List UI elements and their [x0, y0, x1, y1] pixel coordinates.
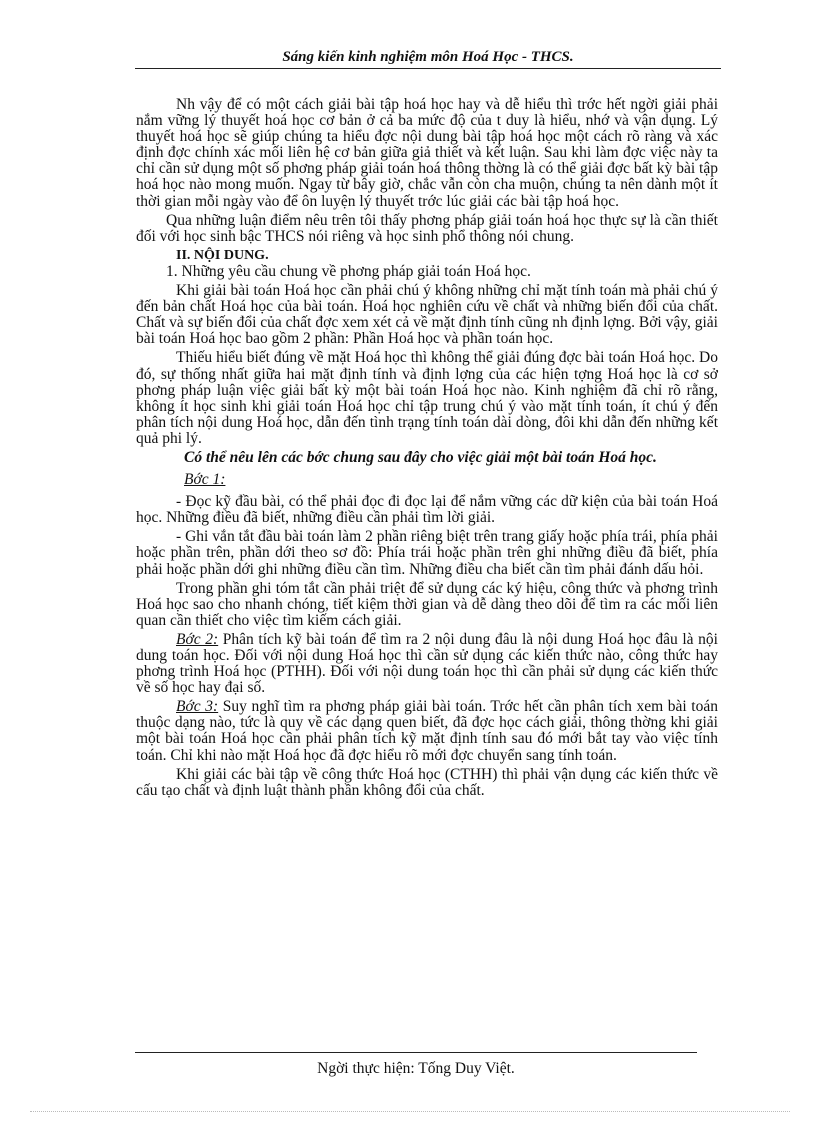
paragraph-step1-read: - Đọc kỹ đầu bài, có thể phải đọc đi đọc lại để nắm vững các dữ kiện của bài toán Hoá học. Những điều đã biết, những điều cần phải tìm lời giải. — [136, 493, 718, 527]
paragraph-step2 — [136, 632, 718, 696]
step-1-heading — [136, 472, 718, 488]
step-2-label: Bớc 2: — [176, 630, 219, 648]
page-footer — [135, 1060, 697, 1078]
paragraph-chemistry-nature: Khi giải bài toán Hoá học cần phải chú ý không những chỉ mặt tính toán mà phải chú ý đến bản chất Hoá học của bài toán. Hoá học nghiên cứu về chất và những biến đổi của chất. Chất và sự biến đổi của chất đợc xem xét cả về mặt định tính cũng nh định lợng. Bởi vậy, giải bài toán Hoá học bao gồm 2 phần: Phần Hoá học và phần toán học. — [136, 282, 718, 348]
steps-intro: Có thể nêu lên các bớc chung sau đây cho việc giải một bài toán Hoá học. — [184, 448, 657, 466]
page-edge-dots — [30, 1111, 790, 1112]
footer-divider — [135, 1052, 697, 1053]
step-2-text: Phân tích kỹ bài toán để tìm ra 2 nội dung đâu là nội dung Hoá học đâu là nội dung toán học. Đối với nội dung Hoá học thì cần sử dụng các kiến thức nào, công thức hay phơng trình Hoá học (PTHH). Đối với nội dung toán học thì cần phải sử dụng các kiến thức về số học hay đại số. — [136, 630, 718, 697]
header-title: Sáng kiến kinh nghiệm môn Hoá Học - THCS. — [282, 49, 574, 65]
page-header — [135, 48, 721, 69]
subsection-heading: 1. Những yêu cầu chung về phơng pháp giải toán Hoá học. — [166, 262, 531, 280]
paragraph-step1-summary: - Ghi vắn tắt đầu bài toán làm 2 phần riêng biệt trên trang giấy hoặc phía trái, phía phải hoặc phần trên, phần dới theo sơ đồ: Phía trái hoặc phần trên ghi những điều đã biết, phía phải hoặc phần dới ghi những điều cần tìm. Những điều cha biết cần tìm phải đánh dấu hỏi. — [136, 528, 718, 578]
paragraph-formula: Khi giải các bài tập về công thức Hoá học (CTHH) thì phải vận dụng các kiến thức về cấu tạo chất và định luật thành phần không đổi của chất. — [136, 765, 718, 799]
paragraph-step3 — [136, 699, 718, 763]
step-1-label: Bớc 1: — [184, 471, 226, 489]
step-3-text: Suy nghĩ tìm ra phơng pháp giải bài toán. Trớc hết cần phân tích xem bài toán thuộc dạng nào, tức là quy về các dạng quen biết, đã đợc học cách giải, thông thờng khi giải một bài toán Hoá học cần phải phân tích kỹ mặt định tính sau đó mới bắt tay vào việc tính toán. Chỉ khi nào mặt Hoá học đã đợc hiểu rõ mới đợc chuyển sang tính toán. — [136, 698, 718, 764]
paragraph-qualitative-quantitative: Thiếu hiểu biết đúng về mặt Hoá học thì không thể giải đúng đợc bài toán Hoá học. Do đó, sự thống nhất giữa hai mặt định tính và định lợng của các hiện tợng Hoá học là cơ sở phơng pháp luận việc giải bất kỳ một bài toán Hoá học nào. Kinh nghiệm đã chỉ rõ rằng, không ít học sinh khi giải toán Hoá học chỉ tập trung chú ý vào mặt tính toán, ít chú ý đến phân tích nội dung Hoá học, dẫn đến tình trạng tính toán dài dòng, đôi khi dẫn đến những kết quả phi lý. — [136, 349, 718, 447]
paragraph-notation: Trong phần ghi tóm tắt cần phải triệt để sử dụng các ký hiệu, công thức và phơng trình Hoá học sao cho nhanh chóng, tiết kiệm thời gian và dễ dàng theo dõi để tìm ra các mối liên quan cần thiết cho việc tìm kiếm cách giải. — [136, 579, 718, 629]
paragraph-intro: Nh vậy để có một cách giải bài tập hoá học hay và dễ hiểu thì trớc hết ngời giải phải nắm vững lý thuyết hoá học cơ bản ở cả ba mức độ của t duy là hiểu, nhớ và vận dụng. Lý thuyết hoá học sẽ giúp chúng ta hiểu đợc nội dung bài tập hoá học một cách rõ ràng và xác định đợc chính xác mối liên hệ cơ bản giữa giả thiết và kết luận. Sau khi làm đợc việc này ta chỉ cần sử dụng một số phơng pháp giải toán hoá thông thờng là có thể giải đợc bất kỳ bài tập hoá học nào mong muốn. Ngay từ bây giờ, chắc vẫn còn cha muộn, chúng ta nên dành một ít thời gian mỗi ngày vào để ôn luyện lý thuyết trớc lúc giải các bài tập hoá học. — [136, 96, 718, 210]
section-heading: II. NỘI DUNG. — [176, 247, 269, 263]
footer-author: Ngời thực hiện: Tống Duy Việt. — [317, 1060, 515, 1077]
paragraph-conclusion: Qua những luận điểm nêu trên tôi thấy phơng pháp giải toán hoá học thực sự là cần thiết đối với học sinh bậc THCS nói riêng và học sinh phổ thông nói chung. — [136, 211, 718, 245]
step-3-label: Bớc 3: — [176, 698, 219, 716]
document-body — [136, 97, 718, 802]
